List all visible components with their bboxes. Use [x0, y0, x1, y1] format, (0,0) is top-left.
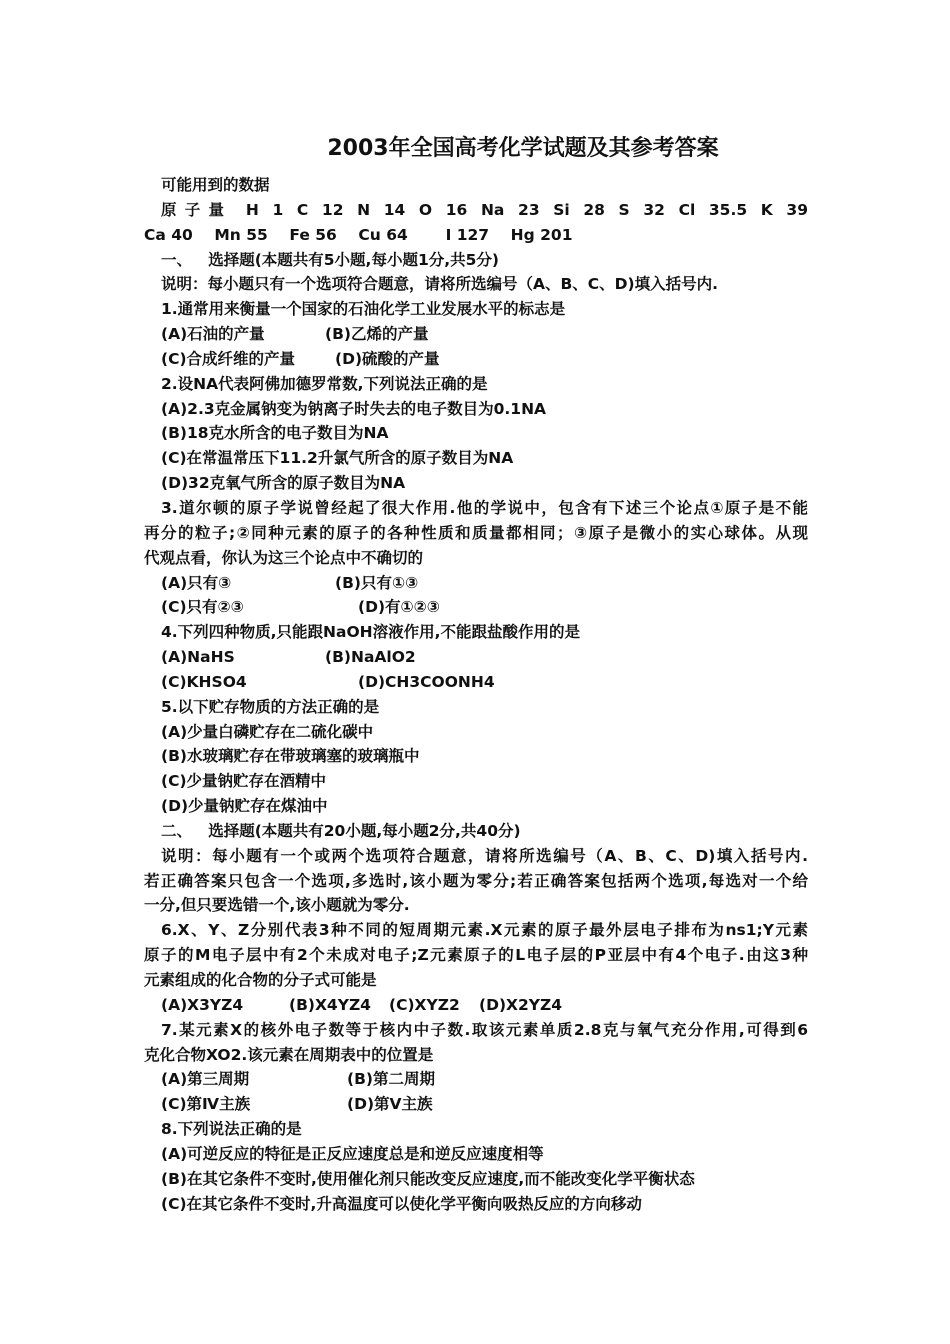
question-6-stem-line-2: 原子的M电子层中有2个未成对电子;Z元素原子的L电子层的P亚层中有4个电子.由这3种 [144, 946, 808, 965]
question-6-option-c: (C)XYZ2 [389, 995, 460, 1014]
document-body [144, 173, 808, 1216]
question-1-stem: 1.通常用来衡量一个国家的石油化学工业发展水平的标志是 [161, 300, 566, 319]
question-8-option-b: (B)在其它条件不变时,使用催化剂只能改变反应速度,而不能改变化学平衡状态 [161, 1169, 695, 1188]
question-7-stem-line-1: 7.某元素X的核外电子数等于核内中子数.取该元素单质2.8克与氧气充分作用,可得到6 [161, 1020, 808, 1039]
question-3-option-b: (B)只有①③ [335, 573, 419, 592]
question-7-stem-line-2: 克化合物XO2.该元素在周期表中的位置是 [144, 1045, 434, 1064]
question-1-option-b: (B)乙烯的产量 [325, 325, 429, 344]
question-4-option-c: (C)KHSO4 [161, 672, 247, 691]
question-4-option-a: (A)NaHS [161, 648, 235, 667]
question-1-option-d: (D)硫酸的产量 [335, 349, 440, 368]
question-1-option-c: (C)合成纤维的产量 [161, 349, 296, 368]
question-4-stem: 4.下列四种物质,只能跟NaOH溶液作用,不能跟盐酸作用的是 [161, 623, 581, 642]
question-3-option-c: (C)只有②③ [161, 598, 244, 617]
data-header: 可能用到的数据 [161, 176, 270, 194]
question-4-options-row-1 [144, 645, 808, 670]
question-7-option-b: (B)第二周期 [347, 1070, 435, 1089]
question-5-option-c: (C)少量钠贮存在酒精中 [161, 772, 327, 791]
section-1-note: 说明：每小题只有一个选项符合题意，请将所选编号（A、B、C、D)填入括号内. [161, 275, 719, 294]
question-1-option-a: (A)石油的产量 [161, 325, 265, 344]
question-4-option-b: (B)NaAlO2 [325, 648, 416, 667]
question-3-stem-line-3: 代观点看，你认为这三个论点中不确切的 [144, 548, 424, 567]
question-6-stem-line-1: 6.X、Y、Z分别代表3种不同的短周期元素.X元素的原子最外层电子排布为ns1;Y元素 [161, 921, 808, 940]
question-7-options-row-2 [144, 1092, 808, 1117]
question-4-option-d: (D)CH3COONH4 [358, 672, 495, 691]
question-5-option-d: (D)少量钠贮存在煤油中 [161, 797, 328, 816]
question-7-option-c: (C)第Ⅳ主族 [161, 1095, 251, 1114]
question-4-options-row-2 [144, 670, 808, 695]
question-3-option-d: (D)有①②③ [358, 598, 440, 617]
section-2-heading: 二、 选择题(本题共有20小题,每小题2分,共40分) [161, 821, 521, 840]
section-2-note-line-2: 若正确答案只包含一个选项,多选时,该小题为零分;若正确答案包括两个选项,每选对一个给 [144, 871, 808, 890]
question-8-option-c: (C)在其它条件不变时,升高温度可以使化学平衡向吸热反应的方向移动 [161, 1194, 642, 1213]
question-7-option-d: (D)第Ⅴ主族 [347, 1095, 433, 1114]
question-3-option-a: (A)只有③ [161, 573, 232, 592]
section-2-note-line-1: 说明：每小题有一个或两个选项符合题意，请将所选编号（A、B、C、D)填入括号内. [161, 846, 808, 865]
question-3-stem-line-2: 再分的粒子;②同种元素的原子的各种性质和质量都相同；③原子是微小的实心球体。从现 [144, 523, 808, 542]
atomic-mass-row-1: 原子量 H 1 C 12 N 14 O 16 Na 23 Si 28 S 32 Cl 35.5 K 39 [161, 200, 808, 219]
question-8-option-a: (A)可逆反应的特征是正反应速度总是和逆反应速度相等 [161, 1144, 544, 1163]
question-3-stem-line-1: 3.道尔顿的原子学说曾经起了很大作用.他的学说中，包含有下述三个论点①原子是不能 [161, 498, 808, 517]
question-5-stem: 5.以下贮存物质的方法正确的是 [161, 697, 380, 716]
question-3-options-row-2 [144, 595, 808, 620]
page-title: 2003年全国高考化学试题及其参考答案 [327, 136, 719, 161]
question-3-options-row-1 [144, 571, 808, 596]
question-1-options-row-1 [144, 322, 808, 347]
question-2-stem: 2.设NA代表阿佛加德罗常数,下列说法正确的是 [161, 374, 488, 393]
question-7-option-a: (A)第三周期 [161, 1070, 250, 1089]
question-5-option-a: (A)少量白磷贮存在二硫化碳中 [161, 722, 374, 741]
question-2-option-c: (C)在常温常压下11.2升氯气所含的原子数目为NA [161, 449, 514, 468]
question-6-option-b: (B)X4YZ4 [289, 995, 371, 1014]
section-2-note-line-3: 一分,但只要选错一个,该小题就为零分. [144, 896, 410, 915]
question-7-options-row-1 [144, 1067, 808, 1092]
question-2-option-a: (A)2.3克金属钠变为钠离子时失去的电子数目为0.1NA [161, 399, 547, 418]
question-8-stem: 8.下列说法正确的是 [161, 1120, 302, 1139]
question-1-options-row-2 [144, 347, 808, 372]
question-6-stem-line-3: 元素组成的化合物的分子式可能是 [144, 971, 377, 989]
question-5-option-b: (B)水玻璃贮存在带玻璃塞的玻璃瓶中 [161, 747, 420, 766]
section-1-heading: 一、 选择题(本题共有5小题,每小题1分,共5分) [161, 250, 499, 269]
question-2-option-d: (D)32克氧气所含的原子数目为NA [161, 474, 406, 493]
question-6-options-row [144, 993, 808, 1018]
atomic-mass-row-2: Ca 40 Mn 55 Fe 56 Cu 64 I 127 Hg 201 [144, 225, 573, 244]
question-6-option-d: (D)X2YZ4 [479, 995, 563, 1014]
question-6-option-a: (A)X3YZ4 [161, 995, 244, 1014]
question-2-option-b: (B)18克水所含的电子数目为NA [161, 424, 389, 443]
